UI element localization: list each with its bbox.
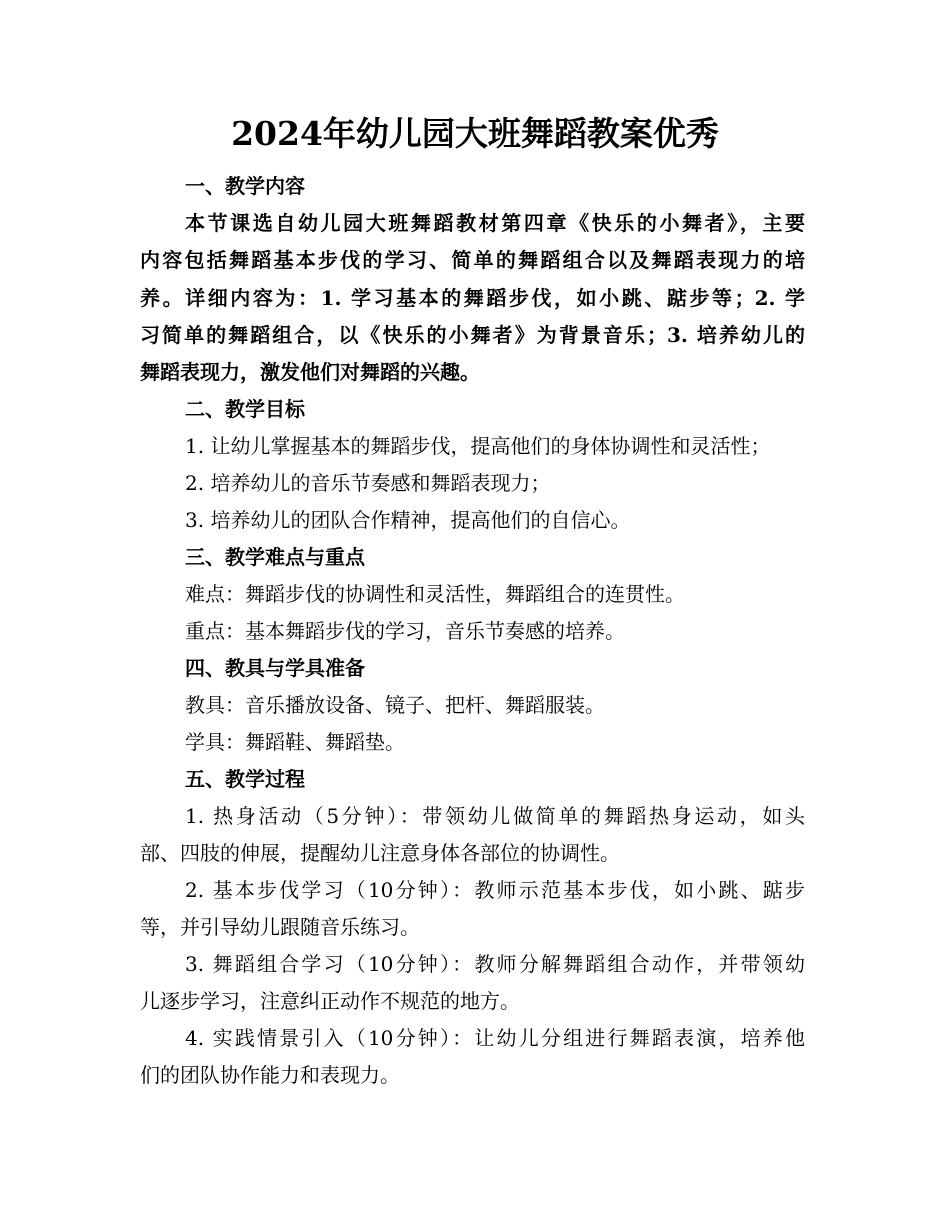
list-item: 教具：音乐播放设备、镜子、把杆、舞蹈服装。 [185,693,605,717]
paragraph-line: 养。详细内容为：1. 学习基本的舞蹈步伐，如小跳、踮步等；2. 学 [140,286,805,310]
paragraph-line: 内容包括舞蹈基本步伐的学习、简单的舞蹈组合以及舞蹈表现力的培 [140,248,805,272]
section-heading-teaching-goals: 二、教学目标 [185,397,305,421]
step-line: 部、四肢的伸展，提醒幼儿注意身体各部位的协调性。 [140,841,620,865]
step-line: 2. 基本步伐学习（10分钟）：教师示范基本步伐，如小跳、踮步 [185,878,805,902]
step-line: 们的团队协作能力和表现力。 [140,1063,400,1087]
section-heading-difficulties: 三、教学难点与重点 [185,545,365,569]
list-item: 重点：基本舞蹈步伐的学习，音乐节奏感的培养。 [185,619,625,643]
section-heading-materials: 四、教具与学具准备 [185,656,365,680]
list-item: 学具：舞蹈鞋、舞蹈垫。 [185,730,405,754]
list-item: 3. 培养幼儿的团队合作精神，提高他们的自信心。 [185,508,631,532]
paragraph-line: 舞蹈表现力，激发他们对舞蹈的兴趣。 [140,360,480,384]
step-line: 等，并引导幼儿跟随音乐练习。 [140,915,420,939]
list-item: 2. 培养幼儿的音乐节奏感和舞蹈表现力； [185,471,551,495]
list-item: 1. 让幼儿掌握基本的舞蹈步伐，提高他们的身体协调性和灵活性； [185,434,771,458]
step-line: 3. 舞蹈组合学习（10分钟）：教师分解舞蹈组合动作，并带领幼 [185,952,805,976]
paragraph-line: 本节课选自幼儿园大班舞蹈教材第四章《快乐的小舞者》，主要 [185,211,805,235]
step-line: 儿逐步学习，注意纠正动作不规范的地方。 [140,989,520,1013]
list-item: 难点：舞蹈步伐的协调性和灵活性，舞蹈组合的连贯性。 [185,582,685,606]
document-title: 2024年幼儿园大班舞蹈教案优秀 [231,114,719,153]
step-line: 1. 热身活动（5分钟）：带领幼儿做简单的舞蹈热身运动，如头 [185,804,805,828]
section-heading-process: 五、教学过程 [185,767,305,791]
section-heading-teaching-content: 一、教学内容 [185,174,305,198]
step-line: 4. 实践情景引入（10分钟）：让幼儿分组进行舞蹈表演，培养他 [185,1026,805,1050]
paragraph-line: 习简单的舞蹈组合，以《快乐的小舞者》为背景音乐；3. 培养幼儿的 [140,323,805,347]
